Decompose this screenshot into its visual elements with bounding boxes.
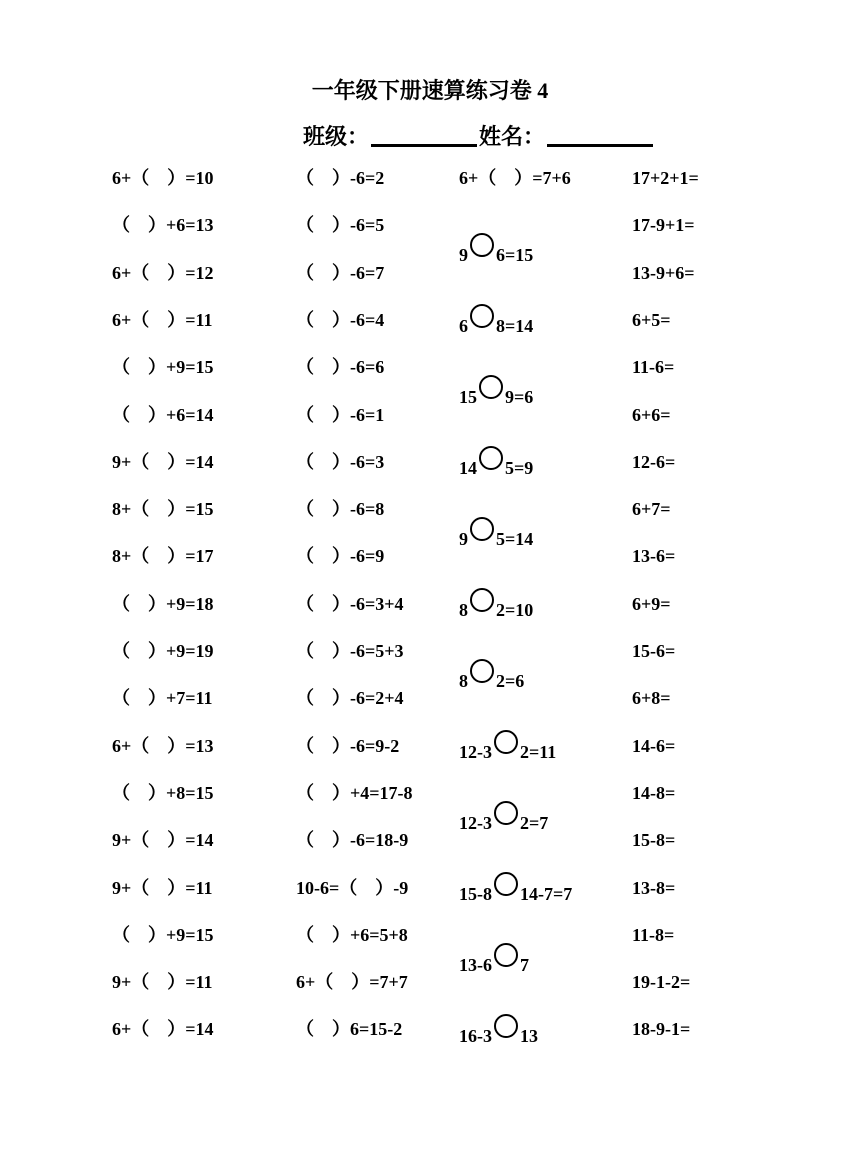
exercise-item: （ ）-6=18-9 bbox=[296, 830, 409, 851]
compare-item bbox=[459, 517, 533, 549]
exercise-item: 12-6= bbox=[632, 451, 676, 472]
page-title: 一年级下册速算练习卷 4 bbox=[311, 78, 549, 103]
answer-circle bbox=[470, 233, 494, 257]
exercise-item: 11-6= bbox=[632, 357, 675, 378]
exercise-item: （ ）+9=15 bbox=[112, 357, 214, 378]
exercise-item: 15-6= bbox=[632, 641, 676, 661]
exercise-item: 19-1-2= bbox=[632, 972, 691, 993]
compare-item bbox=[459, 304, 533, 336]
exercise-item: （ ）-6=3+4 bbox=[296, 593, 404, 614]
answer-circle bbox=[479, 446, 503, 470]
compare-left: 8 bbox=[459, 600, 468, 620]
compare-item bbox=[459, 659, 524, 691]
exercise-item: 13-9+6= bbox=[632, 262, 695, 283]
exercise-item: 15-8= bbox=[632, 830, 676, 851]
exercise-item: 6+（ ）=7+6 bbox=[459, 168, 571, 188]
compare-left: 12-3 bbox=[459, 813, 492, 833]
exercise-item: 9+（ ）=14 bbox=[112, 830, 214, 851]
compare-left: 14 bbox=[459, 458, 477, 478]
compare-item bbox=[459, 801, 548, 833]
exercise-item: （ ）-6=2+4 bbox=[296, 688, 404, 709]
exercise-item: 6+8= bbox=[632, 688, 671, 709]
answer-circle bbox=[479, 375, 503, 399]
exercise-item: （ ）-6=3 bbox=[296, 451, 385, 472]
answer-circle bbox=[494, 1014, 518, 1038]
compare-right: 2=7 bbox=[520, 813, 549, 833]
compare-item bbox=[459, 233, 533, 265]
exercise-item: 13-6= bbox=[632, 546, 676, 567]
compare-item bbox=[459, 446, 533, 478]
compare-item bbox=[459, 588, 533, 620]
compare-right: 13 bbox=[520, 1026, 538, 1046]
class-blank bbox=[371, 144, 477, 147]
answer-circle bbox=[494, 801, 518, 825]
exercise-item: （ ）+6=14 bbox=[112, 404, 214, 425]
exercise-item: 6+5= bbox=[632, 309, 671, 330]
compare-left: 8 bbox=[459, 671, 468, 691]
answer-circle bbox=[470, 517, 494, 541]
exercise-item: （ ）+6=13 bbox=[112, 215, 214, 236]
compare-left: 15-8 bbox=[459, 884, 492, 904]
exercise-item: （ ）+9=18 bbox=[112, 593, 214, 614]
exercise-item: 6+（ ）=11 bbox=[112, 309, 213, 330]
answer-circle bbox=[470, 588, 494, 612]
exercise-item: （ ）-6=9 bbox=[296, 546, 385, 567]
name-blank bbox=[547, 144, 653, 147]
compare-item bbox=[459, 375, 533, 407]
class-label: 班级： bbox=[303, 124, 370, 149]
compare-right: 14-7=7 bbox=[520, 884, 573, 904]
answer-circle bbox=[494, 872, 518, 896]
answer-circle bbox=[470, 659, 494, 683]
exercise-item: 17+2+1= bbox=[632, 168, 699, 188]
student-info bbox=[303, 120, 655, 151]
exercise-item: 13-8= bbox=[632, 877, 676, 898]
exercise-item: 6+（ ）=13 bbox=[112, 735, 214, 756]
compare-left: 9 bbox=[459, 245, 468, 265]
exercise-item: 17-9+1= bbox=[632, 215, 695, 236]
compare-left: 15 bbox=[459, 387, 477, 407]
compare-item bbox=[459, 1014, 538, 1046]
exercise-item: 8+（ ）=15 bbox=[112, 499, 214, 520]
exercise-item: 6+7= bbox=[632, 499, 671, 520]
compare-right: 9=6 bbox=[505, 387, 534, 407]
exercise-item: （ ）-6=5+3 bbox=[296, 641, 404, 661]
compare-right: 5=14 bbox=[496, 529, 534, 549]
compare-item bbox=[459, 872, 572, 904]
exercise-item: 14-6= bbox=[632, 735, 676, 756]
compare-left: 12-3 bbox=[459, 742, 492, 762]
exercise-item: （ ）6=15-2 bbox=[296, 1019, 403, 1040]
compare-right: 2=6 bbox=[496, 671, 525, 691]
compare-right: 2=10 bbox=[496, 600, 534, 620]
exercise-item: 6+（ ）=12 bbox=[112, 262, 214, 283]
exercise-item: （ ）-6=4 bbox=[296, 309, 385, 330]
exercise-item: 8+（ ）=17 bbox=[112, 546, 214, 567]
exercise-item: （ ）-6=6 bbox=[296, 357, 385, 378]
compare-right: 5=9 bbox=[505, 458, 534, 478]
exercise-item: （ ）+8=15 bbox=[112, 782, 214, 803]
exercise-item: （ ）-6=7 bbox=[296, 262, 385, 283]
compare-right: 7 bbox=[520, 955, 529, 975]
exercise-item: 6+6= bbox=[632, 404, 671, 425]
compare-right: 6=15 bbox=[496, 245, 534, 265]
exercise-item: 9+（ ）=14 bbox=[112, 451, 214, 472]
exercise-item: （ ）+4=17-8 bbox=[296, 782, 413, 803]
exercise-item: 6+9= bbox=[632, 593, 671, 614]
exercise-item: （ ）-6=9-2 bbox=[296, 735, 400, 756]
exercise-item: 6+（ ）=10 bbox=[112, 168, 214, 188]
answer-circle bbox=[470, 304, 494, 328]
answer-circle bbox=[494, 943, 518, 967]
exercise-item: （ ）-6=8 bbox=[296, 499, 385, 520]
name-label: 姓名： bbox=[479, 124, 546, 149]
compare-left: 16-3 bbox=[459, 1026, 492, 1046]
exercise-item: （ ）+9=19 bbox=[112, 641, 214, 661]
exercise-item: （ ）+7=11 bbox=[112, 688, 213, 709]
compare-item bbox=[459, 730, 556, 762]
exercise-item: 9+（ ）=11 bbox=[112, 972, 213, 993]
answer-circle bbox=[494, 730, 518, 754]
compare-item bbox=[459, 943, 529, 975]
exercise-item: （ ）+6=5+8 bbox=[296, 924, 408, 945]
exercise-item: （ ）-6=2 bbox=[296, 168, 385, 188]
exercise-item: 14-8= bbox=[632, 782, 676, 803]
exercise-item: 6+（ ）=7+7 bbox=[296, 972, 408, 993]
exercise-item: 10-6=（ ）-9 bbox=[296, 877, 409, 898]
exercise-item: 6+（ ）=14 bbox=[112, 1019, 214, 1040]
compare-right: 8=14 bbox=[496, 316, 534, 336]
exercise-item: 9+（ ）=11 bbox=[112, 877, 213, 898]
exercise-item: 11-8= bbox=[632, 924, 675, 945]
exercise-item: 18-9-1= bbox=[632, 1019, 691, 1040]
compare-left: 6 bbox=[459, 316, 468, 336]
exercise-item: （ ）-6=5 bbox=[296, 215, 385, 236]
compare-left: 9 bbox=[459, 529, 468, 549]
compare-left: 13-6 bbox=[459, 955, 492, 975]
compare-right: 2=11 bbox=[520, 742, 557, 762]
exercise-item: （ ）+9=15 bbox=[112, 924, 214, 945]
exercise-item: （ ）-6=1 bbox=[296, 404, 385, 425]
